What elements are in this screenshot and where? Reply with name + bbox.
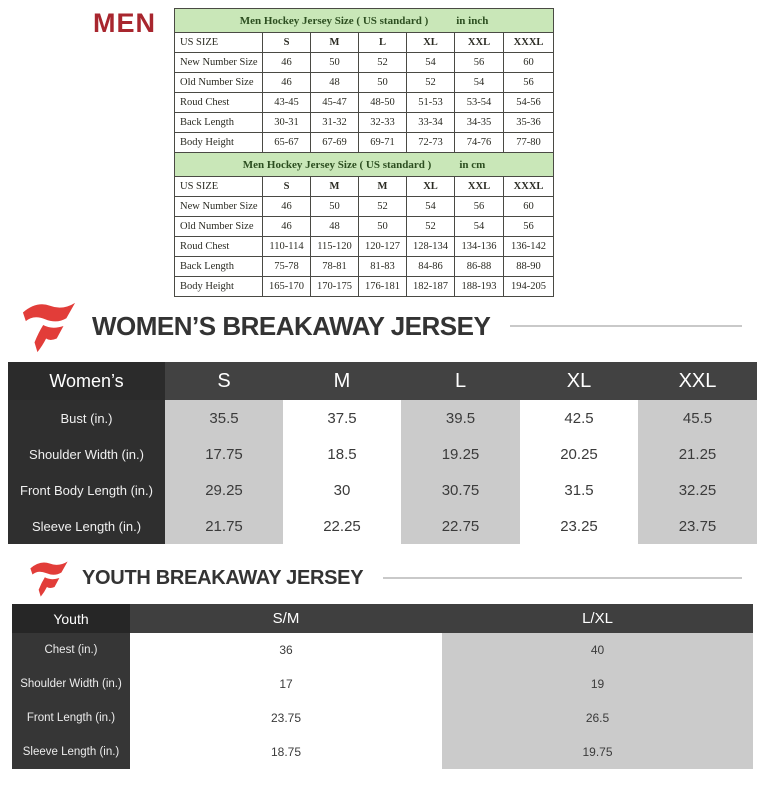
men-size-value: 182-187 (407, 277, 455, 297)
womens-size-value: 19.25 (401, 436, 520, 472)
men-size-value: 30-31 (263, 113, 311, 133)
men-size-value: 56 (455, 53, 504, 73)
men-size-value: 67-69 (311, 133, 359, 153)
men-table-row (175, 217, 554, 237)
men-size-value: 53-54 (455, 93, 504, 113)
youth-table-row (12, 667, 753, 701)
men-table-row (175, 237, 554, 257)
men-size-header-cell: XXXL (504, 33, 554, 53)
womens-size-table-body (8, 362, 757, 544)
men-size-value: 88-90 (504, 257, 554, 277)
men-size-value: 194-205 (504, 277, 554, 297)
womens-size-value: 21.75 (165, 508, 283, 544)
men-table-title: Men Hockey Jersey Size ( US standard ) (242, 158, 432, 171)
womens-size-value: 32.25 (638, 472, 757, 508)
men-size-value: 60 (504, 53, 554, 73)
youth-size-value: 19 (442, 667, 753, 701)
men-size-value: 188-193 (455, 277, 504, 297)
womens-size-value: 23.25 (520, 508, 638, 544)
men-size-header-row (175, 177, 554, 197)
men-table-row (175, 257, 554, 277)
men-size-table-body (175, 9, 554, 297)
womens-size-value: 37.5 (283, 400, 401, 436)
men-size-header-cell: S (263, 33, 311, 53)
men-table-title: Men Hockey Jersey Size ( US standard ) (239, 14, 429, 27)
womens-size-header-cell: XL (520, 362, 638, 400)
men-size-value: 72-73 (407, 133, 455, 153)
men-size-value: 50 (359, 217, 407, 237)
men-row-label: Body Height (175, 277, 263, 297)
youth-size-value: 26.5 (442, 701, 753, 735)
womens-size-value: 45.5 (638, 400, 757, 436)
men-size-value: 52 (407, 217, 455, 237)
men-size-value: 46 (263, 217, 311, 237)
womens-size-table (8, 362, 757, 544)
men-row-label: Roud Chest (175, 93, 263, 113)
men-row-label: New Number Size (175, 53, 263, 73)
men-size-value: 43-45 (263, 93, 311, 113)
womens-size-value: 42.5 (520, 400, 638, 436)
youth-section-divider-line (383, 577, 742, 579)
womens-row-label: Sleeve Length (in.) (8, 508, 165, 544)
men-size-value: 50 (311, 53, 359, 73)
youth-size-value: 40 (442, 633, 753, 667)
men-size-header-row (175, 33, 554, 53)
men-size-value: 54 (407, 197, 455, 217)
men-size-value: 110-114 (263, 237, 311, 257)
youth-size-header-cell: S/M (130, 604, 442, 633)
men-section-label: MEN (93, 8, 156, 38)
womens-header-row (8, 362, 757, 400)
men-size-value: 86-88 (455, 257, 504, 277)
womens-size-header-cell: XXL (638, 362, 757, 400)
womens-row-label: Front Body Length (in.) (8, 472, 165, 508)
womens-size-header-cell: L (401, 362, 520, 400)
womens-size-value: 31.5 (520, 472, 638, 508)
men-size-value: 32-33 (359, 113, 407, 133)
men-size-value: 46 (263, 53, 311, 73)
fanatics-logo-icon (20, 298, 78, 354)
men-row-label: Roud Chest (175, 237, 263, 257)
men-size-header-cell: S (263, 177, 311, 197)
men-size-value: 52 (359, 197, 407, 217)
youth-table-row (12, 633, 753, 667)
men-row-label: Old Number Size (175, 73, 263, 93)
men-size-value: 134-136 (455, 237, 504, 257)
men-size-value: 77-80 (504, 133, 554, 153)
men-table-section-header (175, 153, 554, 177)
youth-row-label: Shoulder Width (in.) (12, 667, 130, 701)
men-size-header-cell: XXXL (504, 177, 554, 197)
men-size-value: 45-47 (311, 93, 359, 113)
womens-row-label: Bust (in.) (8, 400, 165, 436)
men-size-value: 65-67 (263, 133, 311, 153)
youth-row-label: Front Length (in.) (12, 701, 130, 735)
men-row-label: Old Number Size (175, 217, 263, 237)
youth-size-table-body (12, 604, 753, 769)
men-size-value: 78-81 (311, 257, 359, 277)
men-size-header-cell: L (359, 33, 407, 53)
men-size-value: 128-134 (407, 237, 455, 257)
womens-size-header-cell: M (283, 362, 401, 400)
men-row-label: Body Height (175, 133, 263, 153)
men-size-value: 50 (311, 197, 359, 217)
womens-size-value: 35.5 (165, 400, 283, 436)
men-size-value: 31-32 (311, 113, 359, 133)
men-size-value: 84-86 (407, 257, 455, 277)
men-table-row (175, 73, 554, 93)
men-size-value: 48 (311, 217, 359, 237)
womens-size-value: 17.75 (165, 436, 283, 472)
men-size-header-cell: XXL (455, 177, 504, 197)
men-size-value: 136-142 (504, 237, 554, 257)
men-size-value: 56 (455, 197, 504, 217)
men-size-value: 69-71 (359, 133, 407, 153)
men-size-header-cell: XXL (455, 33, 504, 53)
men-size-value: 46 (263, 197, 311, 217)
youth-size-table (12, 604, 753, 769)
youth-row-label: Sleeve Length (in.) (12, 735, 130, 769)
youth-table-corner-label: Youth (12, 604, 130, 633)
men-size-header-label: US SIZE (175, 33, 263, 53)
men-size-table (174, 8, 554, 297)
men-size-header-label: US SIZE (175, 177, 263, 197)
men-table-row (175, 113, 554, 133)
womens-size-value: 22.75 (401, 508, 520, 544)
men-table-row (175, 93, 554, 113)
men-size-value: 51-53 (407, 93, 455, 113)
men-size-value: 75-78 (263, 257, 311, 277)
youth-section-header (28, 556, 754, 600)
men-size-value: 115-120 (311, 237, 359, 257)
youth-section-title: YOUTH BREAKAWAY JERSEY (82, 566, 364, 589)
womens-table-row (8, 400, 757, 436)
youth-table-row (12, 701, 753, 735)
womens-section-title: WOMEN’S BREAKAWAY JERSEY (92, 310, 491, 341)
men-table-section-header (175, 9, 554, 33)
men-size-value: 52 (359, 53, 407, 73)
men-table-section-row (175, 153, 554, 177)
men-size-value: 60 (504, 197, 554, 217)
womens-size-value: 22.25 (283, 508, 401, 544)
youth-size-value: 18.75 (130, 735, 442, 769)
womens-section-divider-line (510, 325, 742, 327)
men-size-header-cell: M (311, 33, 359, 53)
men-row-label: Back Length (175, 257, 263, 277)
womens-size-value: 18.5 (283, 436, 401, 472)
men-size-header-cell: M (311, 177, 359, 197)
youth-size-value: 17 (130, 667, 442, 701)
men-size-header-cell: M (359, 177, 407, 197)
men-table-unit: in inch (456, 14, 489, 27)
men-size-value: 48-50 (359, 93, 407, 113)
men-size-header-cell: XL (407, 33, 455, 53)
womens-section-header (20, 298, 754, 354)
womens-table-row (8, 508, 757, 544)
fanatics-logo-icon (28, 558, 70, 598)
womens-size-value: 21.25 (638, 436, 757, 472)
womens-size-value: 30 (283, 472, 401, 508)
men-size-value: 50 (359, 73, 407, 93)
men-size-value: 54 (455, 217, 504, 237)
womens-table-row (8, 436, 757, 472)
youth-header-row (12, 604, 753, 633)
men-size-value: 48 (311, 73, 359, 93)
womens-row-label: Shoulder Width (in.) (8, 436, 165, 472)
men-table-section-header-inner (177, 159, 551, 171)
womens-table-row (8, 472, 757, 508)
youth-row-label: Chest (in.) (12, 633, 130, 667)
womens-size-value: 23.75 (638, 508, 757, 544)
men-size-value: 35-36 (504, 113, 554, 133)
men-size-value: 56 (504, 217, 554, 237)
men-size-value: 81-83 (359, 257, 407, 277)
men-size-value: 120-127 (359, 237, 407, 257)
men-table-row (175, 197, 554, 217)
youth-size-value: 36 (130, 633, 442, 667)
men-size-value: 74-76 (455, 133, 504, 153)
men-size-value: 54 (455, 73, 504, 93)
men-size-value: 170-175 (311, 277, 359, 297)
men-row-label: Back Length (175, 113, 263, 133)
youth-size-header-cell: L/XL (442, 604, 753, 633)
men-table-unit: in cm (459, 158, 486, 171)
men-size-value: 33-34 (407, 113, 455, 133)
men-size-value: 54-56 (504, 93, 554, 113)
men-size-value: 46 (263, 73, 311, 93)
men-size-value: 165-170 (263, 277, 311, 297)
womens-size-value: 20.25 (520, 436, 638, 472)
womens-size-value: 30.75 (401, 472, 520, 508)
womens-table-corner-label: Women’s (8, 362, 165, 400)
womens-size-header-cell: S (165, 362, 283, 400)
men-size-header-cell: XL (407, 177, 455, 197)
men-table-row (175, 133, 554, 153)
men-table-section-header-inner (177, 15, 551, 27)
men-size-value: 56 (504, 73, 554, 93)
youth-size-value: 23.75 (130, 701, 442, 735)
men-row-label: New Number Size (175, 197, 263, 217)
men-size-value: 176-181 (359, 277, 407, 297)
womens-size-value: 39.5 (401, 400, 520, 436)
men-size-value: 52 (407, 73, 455, 93)
womens-size-value: 29.25 (165, 472, 283, 508)
men-table-section-row (175, 9, 554, 33)
youth-table-row (12, 735, 753, 769)
men-table-row (175, 53, 554, 73)
youth-size-value: 19.75 (442, 735, 753, 769)
men-size-value: 34-35 (455, 113, 504, 133)
men-size-value: 54 (407, 53, 455, 73)
men-table-row (175, 277, 554, 297)
